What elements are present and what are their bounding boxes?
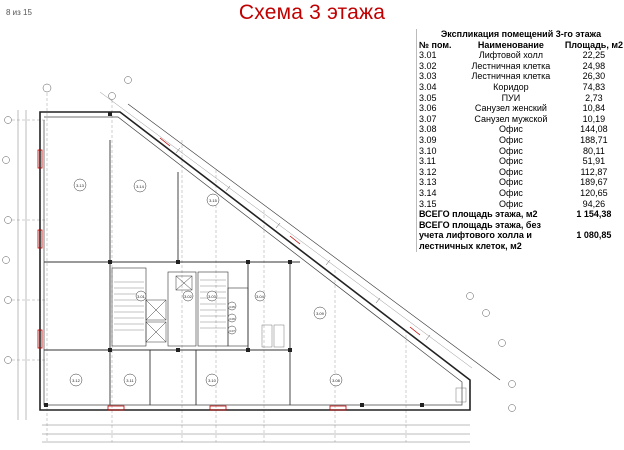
room-number: 3.10 bbox=[419, 145, 437, 156]
room-name: Лестничная клетка bbox=[471, 71, 551, 82]
room-name: Офис bbox=[498, 187, 523, 198]
room-number: 3.06 bbox=[419, 103, 437, 114]
room-name: Коридор bbox=[493, 81, 529, 92]
table-row bbox=[417, 167, 624, 178]
table-row bbox=[417, 146, 624, 157]
room-area: 10,19 bbox=[582, 113, 606, 124]
room-area: 24,98 bbox=[582, 60, 606, 71]
room-tag: 3.14 bbox=[136, 184, 144, 189]
table-row bbox=[417, 124, 624, 135]
room-number: 3.03 bbox=[419, 71, 437, 82]
table-row bbox=[417, 61, 624, 72]
total-row bbox=[417, 209, 624, 220]
room-area: 80,11 bbox=[582, 145, 605, 156]
room-number: 3.12 bbox=[419, 166, 437, 177]
schedule-header-row bbox=[417, 40, 624, 51]
room-number: 3.04 bbox=[419, 81, 437, 92]
table-row bbox=[417, 82, 624, 93]
room-tag: 3.02 bbox=[184, 294, 192, 299]
room-name: Офис bbox=[498, 145, 523, 156]
room-tag: 3.05 bbox=[229, 305, 235, 309]
header-num: № пом. bbox=[419, 39, 452, 50]
room-schedule-table bbox=[417, 29, 624, 252]
room-number: 3.11 bbox=[419, 156, 436, 167]
table-row bbox=[417, 103, 624, 114]
room-tag: 3.11 bbox=[126, 378, 134, 383]
page-title: Схема 3 этажа bbox=[238, 1, 386, 24]
room-area: 144,08 bbox=[580, 124, 608, 135]
room-area: 10,84 bbox=[582, 103, 606, 114]
room-name: Лестничная клетка bbox=[471, 60, 551, 71]
schedule-caption: Экспликация помещений 3-го этажа bbox=[440, 29, 602, 39]
room-number: 3.14 bbox=[419, 187, 437, 198]
room-area: 2,73 bbox=[585, 92, 603, 103]
header-area: Площадь, м2 bbox=[564, 39, 623, 50]
room-tag: 3.09 bbox=[316, 311, 324, 316]
table-row bbox=[417, 50, 624, 61]
room-name: Офис bbox=[498, 166, 523, 177]
room-tag: 3.13 bbox=[76, 183, 84, 188]
room-number: 3.15 bbox=[419, 198, 437, 209]
room-name: Лифтовой холл bbox=[478, 50, 543, 61]
room-number: 3.02 bbox=[419, 60, 437, 71]
table-row bbox=[417, 93, 624, 104]
room-number: 3.09 bbox=[419, 134, 437, 145]
total-value: 1 154,38 bbox=[576, 209, 612, 220]
room-area: 94,26 bbox=[582, 198, 606, 209]
room-tag: 3.10 bbox=[208, 378, 216, 383]
table-row bbox=[417, 114, 624, 125]
table-row bbox=[417, 199, 624, 210]
room-area: 188,71 bbox=[580, 134, 608, 145]
room-name: ПУИ bbox=[501, 92, 521, 103]
total-label: ВСЕГО площадь этажа, м2 bbox=[419, 209, 538, 220]
room-area: 74,83 bbox=[582, 81, 606, 92]
room-area: 112,87 bbox=[580, 166, 608, 177]
room-area: 51,91 bbox=[582, 156, 606, 167]
room-number: 3.08 bbox=[419, 124, 437, 135]
room-schedule bbox=[416, 29, 624, 252]
header-name: Наименование bbox=[477, 39, 544, 50]
table-row bbox=[417, 188, 624, 199]
room-area: 120,65 bbox=[580, 187, 608, 198]
room-tag: 3.06 bbox=[229, 317, 235, 321]
room-area: 26,30 bbox=[582, 71, 606, 82]
room-tag: 3.08 bbox=[332, 378, 340, 383]
room-number: 3.13 bbox=[419, 177, 437, 188]
total-net-row bbox=[417, 220, 624, 252]
table-row bbox=[417, 135, 624, 146]
room-name: Офис bbox=[498, 198, 523, 209]
room-name: Офис bbox=[498, 156, 523, 167]
room-tag: 3.12 bbox=[72, 378, 80, 383]
room-number: 3.05 bbox=[419, 92, 437, 103]
room-area: 189,67 bbox=[580, 177, 608, 188]
total-net-value: 1 080,85 bbox=[576, 230, 612, 241]
room-tag: 3.15 bbox=[209, 198, 217, 203]
room-area: 22,25 bbox=[582, 50, 606, 61]
room-name: Санузел мужской bbox=[474, 113, 548, 124]
room-name: Офис bbox=[498, 177, 523, 188]
room-tag: 3.03 bbox=[208, 294, 216, 299]
room-name: Санузел женский bbox=[474, 103, 547, 114]
room-number: 3.07 bbox=[419, 113, 437, 124]
table-row bbox=[417, 71, 624, 82]
room-tag: 3.04 bbox=[256, 294, 264, 299]
table-row bbox=[417, 156, 624, 167]
room-name: Офис bbox=[498, 134, 523, 145]
room-tag: 3.07 bbox=[229, 329, 235, 333]
page-number: 8 из 15 bbox=[6, 8, 32, 17]
room-name: Офис bbox=[498, 124, 523, 135]
room-tag: 3.01 bbox=[137, 294, 145, 299]
table-row bbox=[417, 177, 624, 188]
room-number: 3.01 bbox=[419, 50, 437, 61]
total-net-label: ВСЕГО площадь этажа, без учета лифтового холла и лестничных клеток, м2 bbox=[419, 219, 541, 252]
